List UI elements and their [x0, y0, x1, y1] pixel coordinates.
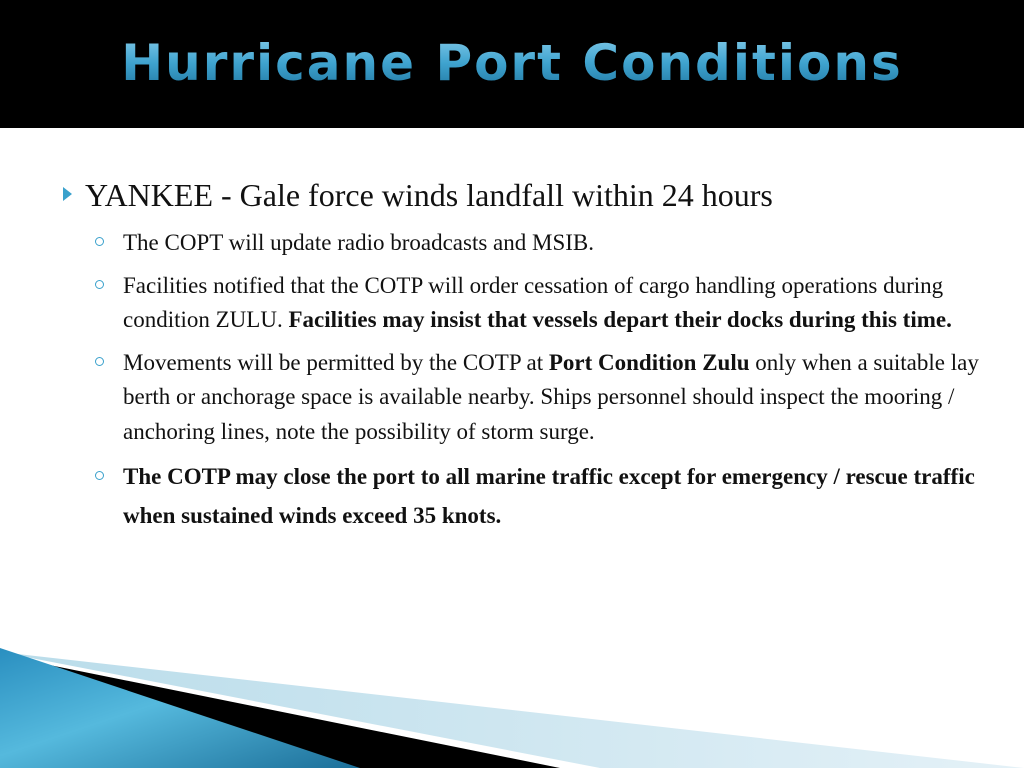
sub-bullet-text: The COPT will update radio broadcasts and MSIB. [123, 230, 595, 255]
slide-title: Hurricane Port Conditions [0, 30, 1024, 96]
sub-bullet-bold-text: Facilities may insist that vessels depart their docks during this time. [288, 307, 952, 332]
sub-bullet-text: only when a suitable lay berth or anchorage space is available nearby. Ships personnel should inspect the mooring / anchoring lines, note the possibility of storm surge. [123, 349, 979, 444]
sub-bullet-text: Facilities notified that the COTP will order cessation of cargo handling operations during condition ZULU. [123, 272, 944, 332]
sub-bullet-text: Movements will be permitted by the COTP at [123, 349, 544, 375]
sub-bullet-bold-text: The COTP may close the port to all marine traffic except for emergency / rescue traffic when sustained winds exceed 35 knots. [123, 464, 975, 528]
sub-bullet-bold-text: Port Condition Zulu [548, 349, 750, 375]
main-bullet-text: YANKEE - Gale force winds landfall within 24 hours [85, 177, 773, 213]
